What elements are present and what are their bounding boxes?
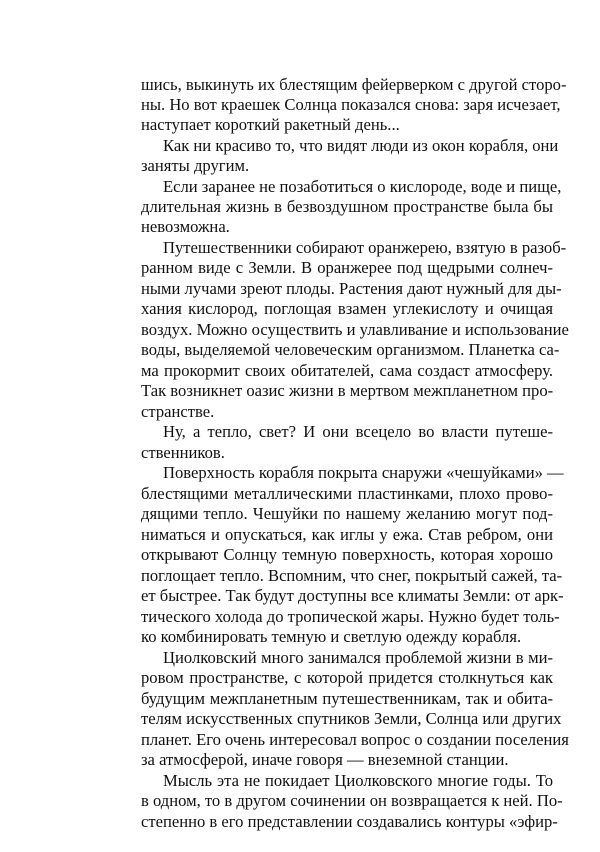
text-line: дящими тепло. Чешуйки по нашему желанию могут под- [141, 504, 553, 523]
text-line: длительная жизнь в безвоздушном пространстве была бы [141, 197, 553, 216]
text-line: ровом пространстве, с которой придется столкнуться как [141, 668, 553, 687]
text-line: Путешественники собирают оранжерею, взятую в разоб- [163, 238, 567, 257]
text-line: заняты другим. [141, 156, 250, 175]
text-line: поглощает тепло. Вспомним, что снег, покрытый сажей, та- [141, 566, 563, 585]
text-line: Как ни красиво то, что видят люди из окон корабля, они [163, 136, 559, 155]
text-line: ет быстрее. Так будут доступны все климаты Земли: от арк- [141, 586, 564, 605]
text-line: ранном виде с Земли. В оранжерее под щедрыми солнеч- [141, 258, 553, 277]
text-line: воздух. Можно осуществить и улавливание и использование [141, 320, 569, 339]
text-line: ниматься и опускаться, как иглы у ежа. Став ребром, они [141, 525, 553, 544]
text-line: шись, выкинуть их блестящим фейерверком с другой сторо- [141, 75, 567, 94]
text-line: Если заранее не позаботиться о кислороде, воде и пище, [163, 177, 562, 196]
text-line: блестящими металлическими пластинками, плохо прово- [141, 484, 553, 503]
text-line: воды, выделяемой человеческим организмом. Планетка са- [141, 340, 560, 359]
text-line: тического холода до тропической жары. Нужно будет толь- [141, 607, 560, 626]
text-line: будущим межпланетным путешественникам, так и обита- [141, 689, 553, 708]
text-line: ко комбинировать темную и светлую одежду корабля. [141, 627, 522, 646]
text-line: ственников. [141, 443, 225, 462]
text-line: ны. Но вот краешек Солнца показался снова: заря исчезает, [141, 95, 561, 114]
text-line: невозможна. [141, 217, 230, 236]
text-line: Поверхность корабля покрыта снаружи «чешуйками» — [163, 463, 564, 482]
text-line: Ну, а тепло, свет? И они всецело во власти путеше- [163, 422, 553, 441]
text-line: степенно в его представлении создавались контуры «эфир- [141, 812, 558, 831]
text-line: Так возникнет оазис жизни в мертвом межпланетном про- [141, 381, 554, 400]
text-line: Циолковский много занимался проблемой жизни в ми- [163, 648, 553, 667]
text-line: за атмосферой, иначе говоря — внеземной станции. [141, 750, 509, 769]
text-line: ма прокормит своих обитателей, сама создаст атмосферу. [141, 361, 553, 380]
text-line: странстве. [141, 402, 215, 421]
text-line: телям искусственных спутников Земли, Солнца или других [141, 709, 562, 728]
text-line: открывают Солнцу темную поверхность, которая хорошо [141, 545, 553, 564]
text-line: ными лучами зреют плоды. Растения дают нужный для ды- [141, 279, 562, 298]
text-line: в одном, то в другом сочинении он возвращается к ней. По- [141, 791, 563, 810]
text-line: наступает короткий ракетный день... [141, 115, 400, 134]
text-line: Мысль эта не покидает Циолковского многие годы. То [163, 771, 553, 790]
text-line: планет. Его очень интересовал вопрос о создании поселения [141, 730, 569, 749]
text-line: хания кислород, поглощая взамен углекислоту и очищая [141, 299, 553, 318]
